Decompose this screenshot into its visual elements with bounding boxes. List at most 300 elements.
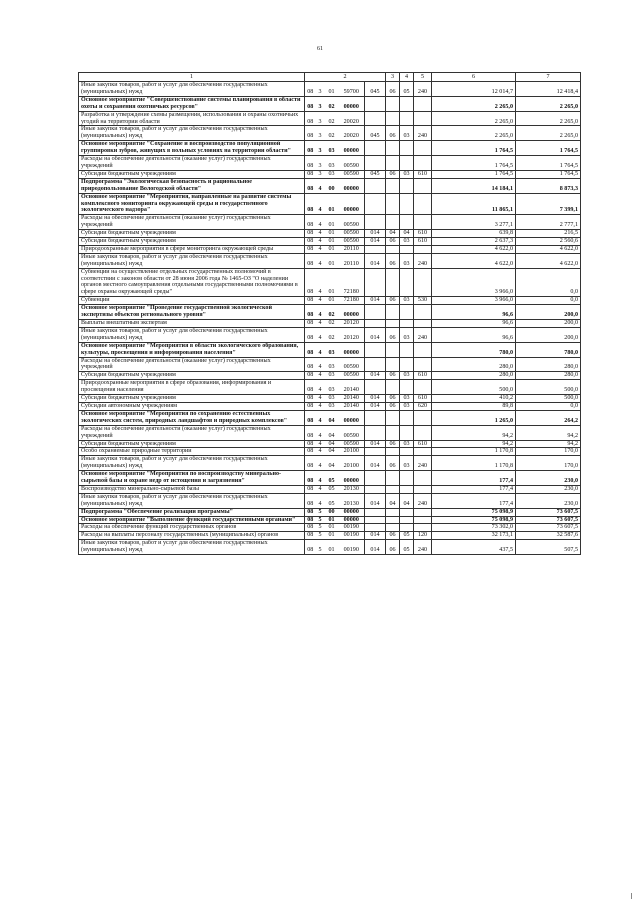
cell-pr: 03 (400, 238, 414, 246)
table-row (79, 402, 581, 410)
cell-pr: 03 (400, 402, 414, 410)
table-row (79, 493, 581, 508)
cell-c4: 20140 (339, 395, 365, 403)
cell-c2: 4 (316, 471, 325, 486)
cell-vr: 240 (414, 540, 432, 555)
cell-c3: 05 (325, 471, 339, 486)
cell-name: Субсидии автономным учреждениям (79, 402, 305, 410)
cell-pr (400, 425, 414, 440)
cell-c2: 4 (316, 193, 325, 215)
cell-vr (414, 342, 432, 357)
cell-c4: 00590 (339, 425, 365, 440)
cell-vr: 610 (414, 238, 432, 246)
cell-rz: 06 (386, 126, 400, 141)
cell-pr: 03 (400, 372, 414, 380)
cell-c2: 5 (316, 516, 325, 524)
page-number: 61 (317, 46, 323, 52)
cell-pr (400, 156, 414, 171)
table-row (79, 448, 581, 456)
cell-grbs (365, 508, 386, 516)
cell-pr (400, 305, 414, 320)
cell-c3: 01 (325, 82, 339, 97)
page-mark (631, 893, 632, 899)
cell-rz (386, 193, 400, 215)
cell-grbs: 014 (365, 540, 386, 555)
cell-c1: 08 (305, 380, 316, 395)
cell-grbs (365, 193, 386, 215)
header-cell: 3 (386, 73, 400, 82)
cell-c4: 00590 (339, 440, 365, 448)
cell-c3: 01 (325, 215, 339, 230)
cell-grbs (365, 111, 386, 126)
cell-v1: 3 966,0 (432, 268, 516, 297)
cell-c3: 02 (325, 305, 339, 320)
cell-grbs (365, 320, 386, 328)
cell-v1: 14 184,1 (432, 178, 516, 193)
cell-v2: 216,5 (516, 230, 581, 238)
cell-grbs (365, 425, 386, 440)
cell-c1: 08 (305, 471, 316, 486)
cell-c2: 5 (316, 532, 325, 540)
cell-v2: 200,0 (516, 305, 581, 320)
cell-v2: 170,0 (516, 448, 581, 456)
cell-rz: 06 (386, 170, 400, 178)
table-row (79, 485, 581, 493)
cell-rz: 06 (386, 532, 400, 540)
cell-c2: 4 (316, 245, 325, 253)
cell-name: Природоохранные мероприятия в сфере мониторинга окружающей среды (79, 245, 305, 253)
cell-grbs: 014 (365, 493, 386, 508)
cell-vr: 610 (414, 170, 432, 178)
cell-c2: 4 (316, 357, 325, 372)
cell-c2: 4 (316, 395, 325, 403)
cell-rz: 06 (386, 440, 400, 448)
header-cell: 1 (79, 73, 305, 82)
cell-v1: 639,8 (432, 230, 516, 238)
cell-name: Иные закупки товаров, работ и услуг для обеспечения государственных (муниципальных) нужд (79, 126, 305, 141)
cell-c3: 04 (325, 456, 339, 471)
table-row (79, 305, 581, 320)
cell-rz (386, 268, 400, 297)
cell-c1: 08 (305, 215, 316, 230)
cell-c2: 4 (316, 297, 325, 305)
cell-pr (400, 193, 414, 215)
cell-c1: 08 (305, 532, 316, 540)
table-row (79, 456, 581, 471)
table-row (79, 245, 581, 253)
cell-grbs (365, 516, 386, 524)
cell-c3: 00 (325, 508, 339, 516)
cell-c1: 08 (305, 297, 316, 305)
table-row (79, 82, 581, 97)
cell-grbs: 014 (365, 253, 386, 268)
cell-c2: 3 (316, 82, 325, 97)
cell-name: Субсидии бюджетным учреждениям (79, 395, 305, 403)
cell-name: Субсидии бюджетным учреждениям (79, 372, 305, 380)
cell-vr (414, 508, 432, 516)
cell-v2: 0,0 (516, 268, 581, 297)
cell-v1: 1 170,8 (432, 456, 516, 471)
cell-c4: 20120 (339, 320, 365, 328)
cell-c1: 08 (305, 126, 316, 141)
cell-v1: 177,4 (432, 493, 516, 508)
cell-c2: 4 (316, 410, 325, 425)
table-row (79, 440, 581, 448)
cell-c2: 4 (316, 327, 325, 342)
cell-c2: 3 (316, 96, 325, 111)
cell-vr: 240 (414, 327, 432, 342)
cell-c2: 4 (316, 402, 325, 410)
cell-c4: 20100 (339, 456, 365, 471)
cell-name: Иные закупки товаров, работ и услуг для обеспечения государственных (муниципальных) нужд (79, 540, 305, 555)
cell-c3: 02 (325, 111, 339, 126)
table-row (79, 141, 581, 156)
cell-c1: 08 (305, 320, 316, 328)
cell-c3: 04 (325, 410, 339, 425)
cell-v1: 500,0 (432, 380, 516, 395)
table-row (79, 320, 581, 328)
cell-v1: 780,0 (432, 342, 516, 357)
cell-c1: 08 (305, 305, 316, 320)
cell-name: Подпрограмма "Обеспечение реализации программы" (79, 508, 305, 516)
cell-vr (414, 245, 432, 253)
cell-v1: 410,2 (432, 395, 516, 403)
header-cell: 6 (432, 73, 516, 82)
cell-v2: 230,0 (516, 493, 581, 508)
cell-c4: 20140 (339, 380, 365, 395)
cell-c1: 08 (305, 245, 316, 253)
cell-c3: 04 (325, 448, 339, 456)
cell-c1: 08 (305, 268, 316, 297)
cell-c1: 08 (305, 82, 316, 97)
table-row (79, 156, 581, 171)
table-row (79, 268, 581, 297)
cell-v2: 1 764,5 (516, 141, 581, 156)
cell-v2: 500,0 (516, 380, 581, 395)
cell-c1: 08 (305, 395, 316, 403)
cell-c3: 03 (325, 141, 339, 156)
cell-rz (386, 380, 400, 395)
cell-pr: 04 (400, 230, 414, 238)
cell-c1: 08 (305, 253, 316, 268)
cell-grbs (365, 96, 386, 111)
cell-v1: 75 098,9 (432, 508, 516, 516)
cell-c3: 03 (325, 372, 339, 380)
cell-v2: 73 607,5 (516, 508, 581, 516)
cell-c1: 08 (305, 485, 316, 493)
cell-c3: 05 (325, 493, 339, 508)
cell-rz: 06 (386, 540, 400, 555)
cell-v2: 12 418,4 (516, 82, 581, 97)
cell-v1: 89,8 (432, 402, 516, 410)
cell-vr: 240 (414, 126, 432, 141)
cell-v1: 2 265,0 (432, 111, 516, 126)
cell-name: Основное мероприятие "Мероприятия по воспроизводству минерально-сырьевой базы и охране недр от истощения и загрязнения" (79, 471, 305, 486)
cell-grbs (365, 178, 386, 193)
cell-c1: 08 (305, 357, 316, 372)
cell-c4: 00590 (339, 170, 365, 178)
cell-c3: 01 (325, 268, 339, 297)
cell-v2: 507,5 (516, 540, 581, 555)
cell-v2: 0,0 (516, 297, 581, 305)
cell-pr: 05 (400, 82, 414, 97)
cell-name: Расходы на обеспечение деятельности (оказание услуг) государственных учреждений (79, 215, 305, 230)
cell-v1: 3 966,0 (432, 297, 516, 305)
header-cell: 7 (516, 73, 581, 82)
table-row (79, 215, 581, 230)
cell-v1: 1 764,5 (432, 156, 516, 171)
cell-v1: 2 637,3 (432, 238, 516, 246)
cell-pr (400, 178, 414, 193)
cell-name: Основное мероприятие "Сохранение и воспроизводство популяционной группировки зубров, живущих в вольных условиях на территории области" (79, 141, 305, 156)
cell-c1: 08 (305, 170, 316, 178)
cell-c3: 03 (325, 380, 339, 395)
cell-v2: 2 265,0 (516, 126, 581, 141)
cell-grbs: 014 (365, 532, 386, 540)
cell-grbs: 045 (365, 82, 386, 97)
cell-name: Выплаты внештатным экспертам (79, 320, 305, 328)
cell-name: Расходы на обеспечение функций государственных органов (79, 524, 305, 532)
cell-vr: 610 (414, 230, 432, 238)
cell-grbs: 014 (365, 440, 386, 448)
cell-v2: 73 607,5 (516, 516, 581, 524)
table-row (79, 425, 581, 440)
cell-c1: 08 (305, 372, 316, 380)
cell-grbs: 014 (365, 395, 386, 403)
cell-c3: 02 (325, 327, 339, 342)
cell-vr (414, 357, 432, 372)
cell-c2: 4 (316, 215, 325, 230)
cell-c2: 3 (316, 111, 325, 126)
table-row (79, 516, 581, 524)
cell-v2: 264,2 (516, 410, 581, 425)
cell-pr: 03 (400, 327, 414, 342)
cell-c3: 01 (325, 193, 339, 215)
cell-v1: 1 764,5 (432, 170, 516, 178)
cell-v2: 280,0 (516, 372, 581, 380)
cell-rz (386, 448, 400, 456)
cell-rz (386, 410, 400, 425)
cell-c2: 4 (316, 493, 325, 508)
cell-vr (414, 178, 432, 193)
cell-c2: 5 (316, 540, 325, 555)
cell-rz (386, 471, 400, 486)
table-row (79, 471, 581, 486)
cell-c4: 00000 (339, 96, 365, 111)
cell-c3: 01 (325, 245, 339, 253)
cell-pr (400, 471, 414, 486)
cell-c3: 03 (325, 342, 339, 357)
cell-v2: 2 265,0 (516, 96, 581, 111)
cell-v2: 230,0 (516, 471, 581, 486)
cell-c4: 20110 (339, 245, 365, 253)
cell-vr: 620 (414, 402, 432, 410)
cell-grbs (365, 485, 386, 493)
cell-name: Субсидии бюджетным учреждениям (79, 170, 305, 178)
cell-c1: 08 (305, 402, 316, 410)
table-row (79, 342, 581, 357)
cell-name: Расходы на обеспечение деятельности (оказание услуг) государственных учреждений (79, 425, 305, 440)
table-row (79, 524, 581, 532)
cell-v2: 32 587,6 (516, 532, 581, 540)
cell-v1: 437,5 (432, 540, 516, 555)
cell-c1: 08 (305, 96, 316, 111)
cell-grbs: 014 (365, 372, 386, 380)
header-cell: 2 (305, 73, 386, 82)
cell-vr: 240 (414, 253, 432, 268)
cell-v1: 3 277,1 (432, 215, 516, 230)
cell-c1: 08 (305, 456, 316, 471)
cell-c3: 03 (325, 402, 339, 410)
cell-pr (400, 508, 414, 516)
cell-name: Расходы на обеспечение деятельности (оказание услуг) государственных учреждений (79, 357, 305, 372)
table-row (79, 410, 581, 425)
cell-c1: 08 (305, 516, 316, 524)
cell-v2: 170,0 (516, 456, 581, 471)
cell-grbs (365, 342, 386, 357)
cell-grbs (365, 357, 386, 372)
cell-c4: 00000 (339, 471, 365, 486)
cell-pr (400, 448, 414, 456)
cell-name: Иные закупки товаров, работ и услуг для обеспечения государственных (муниципальных) нужд (79, 456, 305, 471)
cell-c1: 08 (305, 178, 316, 193)
cell-pr (400, 245, 414, 253)
cell-vr: 610 (414, 372, 432, 380)
cell-c1: 08 (305, 342, 316, 357)
cell-vr (414, 448, 432, 456)
cell-v1: 4 622,0 (432, 253, 516, 268)
cell-v2: 200,0 (516, 327, 581, 342)
cell-v1: 96,6 (432, 320, 516, 328)
cell-v2: 4 622,0 (516, 245, 581, 253)
cell-pr (400, 215, 414, 230)
cell-v1: 75 098,9 (432, 516, 516, 524)
cell-c1: 08 (305, 524, 316, 532)
cell-c3: 01 (325, 238, 339, 246)
cell-vr (414, 485, 432, 493)
cell-pr: 03 (400, 253, 414, 268)
cell-name: Расходы на обеспечение деятельности (оказание услуг) государственных учреждений (79, 156, 305, 171)
cell-grbs (365, 448, 386, 456)
cell-name: Расходы на выплаты персоналу государственных (муниципальных) органов (79, 532, 305, 540)
cell-pr: 03 (400, 456, 414, 471)
cell-v1: 32 173,1 (432, 532, 516, 540)
table-row (79, 96, 581, 111)
cell-rz (386, 485, 400, 493)
table-row (79, 238, 581, 246)
cell-rz (386, 111, 400, 126)
cell-pr (400, 485, 414, 493)
cell-rz (386, 320, 400, 328)
cell-v1: 2 265,0 (432, 126, 516, 141)
cell-c4: 00590 (339, 156, 365, 171)
cell-name: Основное мероприятие "Мероприятия, направленные на развитие системы комплексного мониторинга окружающей среды и государственного экологического надзора" (79, 193, 305, 215)
cell-pr: 04 (400, 493, 414, 508)
cell-rz: 06 (386, 82, 400, 97)
cell-c3: 01 (325, 297, 339, 305)
cell-vr: 610 (414, 440, 432, 448)
cell-rz (386, 215, 400, 230)
cell-vr (414, 320, 432, 328)
cell-v2: 500,0 (516, 395, 581, 403)
cell-name: Основное мероприятие "Проведение государственной экологической экспертизы объектов регионального уровня" (79, 305, 305, 320)
cell-pr (400, 410, 414, 425)
cell-vr (414, 156, 432, 171)
cell-grbs: 014 (365, 230, 386, 238)
cell-name: Природоохранные мероприятия в сфере образования, информирования и просвещения населения (79, 380, 305, 395)
cell-v1: 177,4 (432, 485, 516, 493)
cell-c1: 08 (305, 141, 316, 156)
cell-c1: 08 (305, 440, 316, 448)
cell-c3: 04 (325, 425, 339, 440)
cell-grbs (365, 215, 386, 230)
table-row (79, 297, 581, 305)
cell-rz (386, 508, 400, 516)
cell-grbs (365, 471, 386, 486)
cell-c4: 00000 (339, 516, 365, 524)
cell-vr (414, 305, 432, 320)
cell-c4: 00190 (339, 532, 365, 540)
cell-c4: 00190 (339, 540, 365, 555)
cell-name: Основное мероприятие "Мероприятия в области экологического образования, культуры, просвещения и информирования населения" (79, 342, 305, 357)
cell-pr: 05 (400, 532, 414, 540)
table-row (79, 230, 581, 238)
cell-pr (400, 516, 414, 524)
cell-v1: 1 265,0 (432, 410, 516, 425)
table-row (79, 508, 581, 516)
cell-vr (414, 380, 432, 395)
cell-grbs (365, 156, 386, 171)
cell-v1: 1 764,5 (432, 141, 516, 156)
cell-pr (400, 141, 414, 156)
cell-pr (400, 380, 414, 395)
cell-pr (400, 357, 414, 372)
cell-v2: 230,0 (516, 485, 581, 493)
cell-c2: 4 (316, 448, 325, 456)
cell-pr (400, 96, 414, 111)
cell-pr (400, 268, 414, 297)
cell-pr: 03 (400, 297, 414, 305)
cell-v1: 96,6 (432, 305, 516, 320)
cell-v2: 280,0 (516, 357, 581, 372)
cell-c2: 3 (316, 156, 325, 171)
cell-v1: 1 170,8 (432, 448, 516, 456)
header-cell: 4 (400, 73, 414, 82)
cell-v2: 1 764,5 (516, 170, 581, 178)
cell-c4: 20130 (339, 485, 365, 493)
cell-grbs (365, 305, 386, 320)
cell-v2: 2 777,1 (516, 215, 581, 230)
cell-c4: 00000 (339, 141, 365, 156)
cell-c1: 08 (305, 193, 316, 215)
cell-c4: 00000 (339, 410, 365, 425)
cell-v1: 2 265,0 (432, 96, 516, 111)
cell-rz: 06 (386, 395, 400, 403)
cell-c2: 5 (316, 524, 325, 532)
table-row (79, 357, 581, 372)
cell-name: Разработка и утверждение схемы размещения, использования и охраны охотничьих угодий на территории области (79, 111, 305, 126)
cell-c3: 02 (325, 96, 339, 111)
cell-grbs: 014 (365, 297, 386, 305)
cell-v2: 0,0 (516, 402, 581, 410)
cell-name: Основное мероприятие "Мероприятия по сохранению естественных экологических систем, природных ландшафтов и природных комплексов" (79, 410, 305, 425)
cell-c2: 4 (316, 268, 325, 297)
cell-c2: 3 (316, 141, 325, 156)
cell-c4: 00590 (339, 357, 365, 372)
cell-c3: 01 (325, 230, 339, 238)
cell-vr (414, 215, 432, 230)
cell-v1: 11 865,1 (432, 193, 516, 215)
